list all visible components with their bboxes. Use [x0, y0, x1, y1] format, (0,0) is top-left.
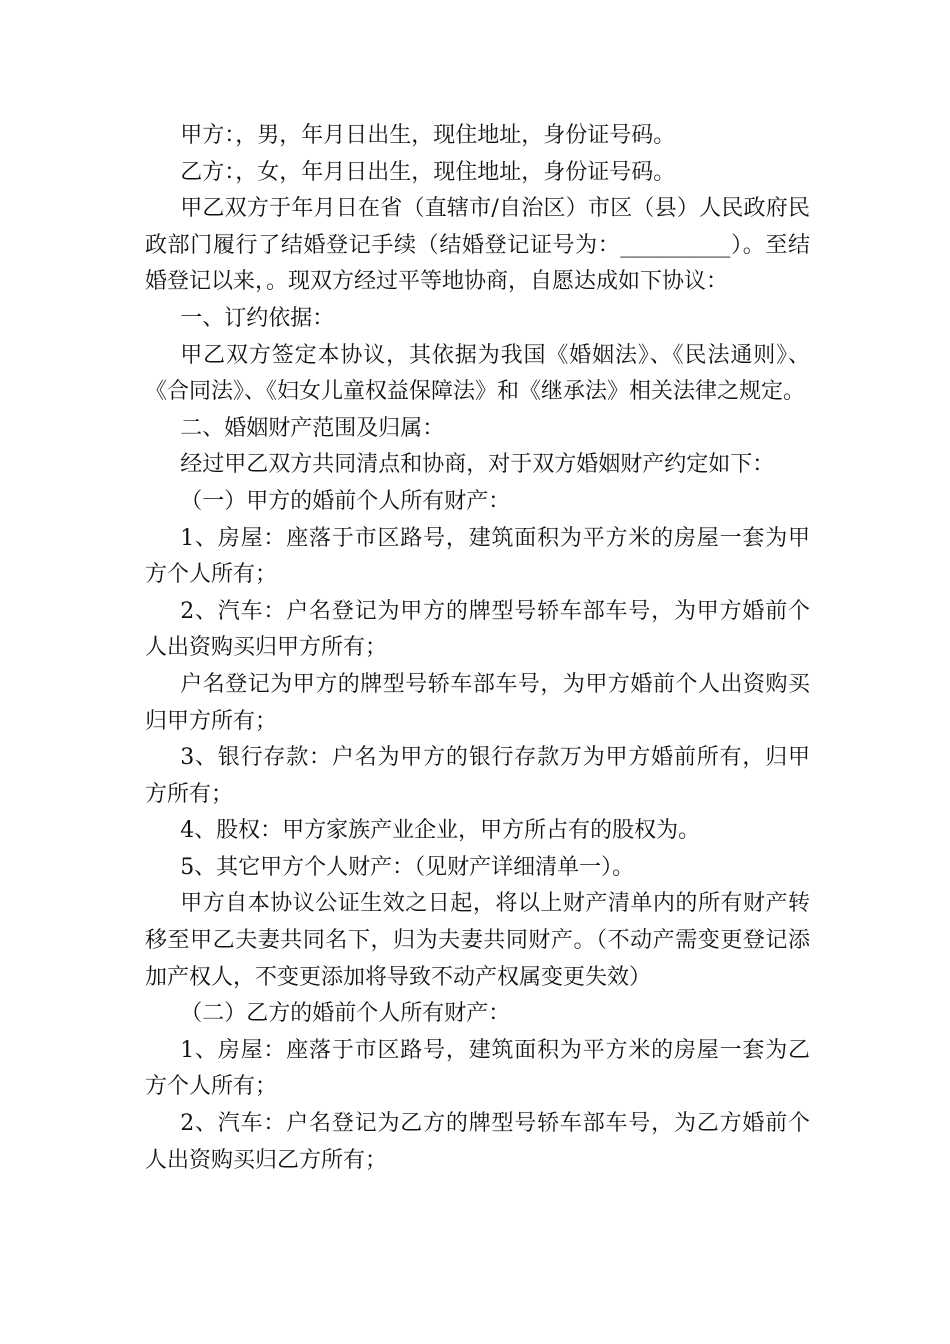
- paragraph-marriage-registration: 甲乙双方于年月日在省（直辖市/自治区）市区（县）人民政府民政部门履行了结婚登记手续（结婚登记证号为：__________）。至结婚登记以来，。现双方经过平等地协商，自愿达成如下协议：: [145, 196, 810, 295]
- paragraph-party-a: 甲方：，男，年月日出生，现住地址，身份证号码。: [180, 123, 676, 148]
- heading-property-scope: 二、婚姻财产范围及归属：: [180, 415, 445, 441]
- item-a-bank-deposit: 3、银行存款：户名为甲方的银行存款万为甲方婚前所有，归甲方所有；: [145, 745, 810, 807]
- item-a-car-extra: 户名登记为甲方的牌型号轿车部车号，为甲方婚前个人出资购买归甲方所有；: [145, 671, 810, 734]
- item-b-car: 2、汽车：户名登记为乙方的牌型号轿车部车号，为乙方婚前个人出资购买归乙方所有；: [145, 1111, 810, 1173]
- item-a-house: 1、房屋：座落于市区路号，建筑面积为平方米的房屋一套为甲方个人所有；: [145, 525, 810, 588]
- paragraph-party-b: 乙方：，女，年月日出生，现住地址，身份证号码。: [180, 159, 676, 185]
- heading-contract-basis: 一、订约依据：: [180, 305, 335, 331]
- item-a-equity: 4、股权：甲方家族产业企业，甲方所占有的股权为。: [180, 818, 701, 844]
- subheading-party-a-property: （一）甲方的婚前个人所有财产：: [180, 488, 511, 514]
- subheading-party-b-property: （二）乙方的婚前个人所有财产：: [180, 1001, 511, 1027]
- item-a-other-property: 5、其它甲方个人财产：（见财产详细清单一）。: [180, 854, 635, 880]
- paragraph-legal-basis: 甲乙双方签定本协议，其依据为我国《婚姻法》、《民法通则》、《合同法》、《妇女儿童权益保障法》和《继承法》相关法律之规定。: [145, 342, 810, 405]
- item-a-car: 2、汽车：户名登记为甲方的牌型号轿车部车号，为甲方婚前个人出资购买归甲方所有；: [145, 598, 810, 661]
- paragraph-property-agreement: 经过甲乙双方共同清点和协商，对于双方婚姻财产约定如下：: [180, 452, 775, 478]
- paragraph-a-property-transfer: 甲方自本协议公证生效之日起，将以上财产清单内的所有财产转移至甲乙夫妻共同名下，归为夫妻共同财产。（不动产需变更登记添加产权人，不变更添加将导致不动产权属变更失效）: [145, 891, 810, 990]
- item-b-house: 1、房屋：座落于市区路号，建筑面积为平方米的房屋一套为乙方个人所有；: [145, 1037, 810, 1100]
